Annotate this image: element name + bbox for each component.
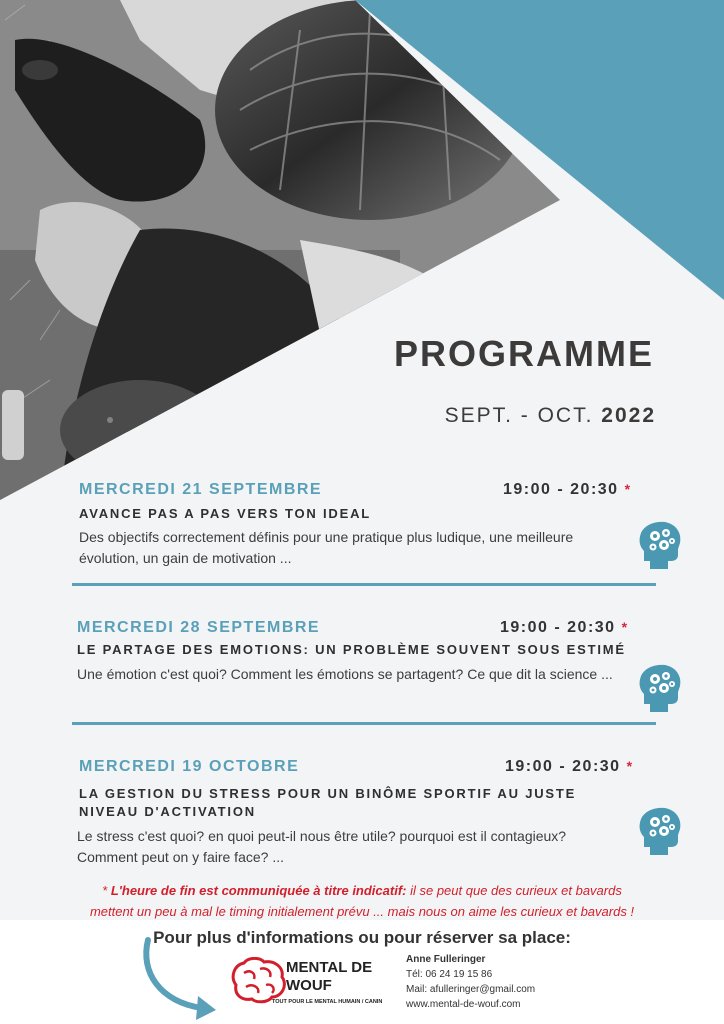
period-months: SEPT. - OCT. (444, 404, 594, 427)
event-description-line: Une émotion c'est quoi? Comment les émotions se partagent? Ce que dit la science ... (77, 666, 613, 682)
event-topic-line: NIVEAU D'ACTIVATION (79, 804, 256, 819)
event-date: MERCREDI 19 OCTOBRE (79, 758, 300, 775)
event-description-line: Comment peut on y faire face? ... (77, 849, 284, 865)
footnote-star: * (624, 481, 632, 497)
brain-gears-icon (638, 807, 682, 855)
event-description-line: évolution, un gain de motivation ... (79, 550, 292, 566)
period-subtitle (445, 404, 656, 428)
footnote-bold: L'heure de fin est communiquée à titre indicatif: (110, 883, 407, 898)
brain-gears-icon (638, 521, 682, 569)
logo-text: MENTAL DE (286, 959, 373, 976)
event-date: MERCREDI 21 SEPTEMBRE (79, 481, 323, 498)
event-description (77, 826, 566, 868)
event-time-value: 19:00 - 20:30 (503, 481, 619, 498)
logo-tagline: TOUT POUR LE MENTAL HUMAIN / CANIN (272, 999, 383, 1005)
cta-heading: Pour plus d'informations ou pour réserver sa place: (153, 928, 571, 947)
curved-arrow-icon (140, 932, 220, 1022)
section-divider (72, 722, 656, 725)
contact-phone: Tél: 06 24 19 15 86 (406, 969, 493, 980)
contact-email: Mail: afulleringer@gmail.com (406, 984, 536, 995)
footnote-line-2: mettent un peu à mal le timing initialement prévu ... mais nous on aime les curieux et bavards ! (89, 904, 635, 919)
event-topic (79, 785, 576, 821)
event-time-value: 19:00 - 20:30 (500, 619, 616, 636)
event-time (500, 619, 629, 637)
footnote-text: il se peut que des curieux et bavards (406, 883, 622, 898)
page-title: PROGRAMME (394, 333, 654, 374)
event-description-line: Le stress c'est quoi? en quoi peut-il nous être utile? pourquoi est il contagieux? (77, 828, 567, 844)
event-description-line: Des objectifs correctement définis pour une pratique plus ludique, une meilleure (79, 529, 574, 545)
footnote-line-1 (0, 880, 724, 901)
brand-logo (230, 953, 390, 1017)
contact-website: www.mental-de-wouf.com (406, 999, 521, 1010)
event-description (77, 664, 613, 685)
footer (0, 920, 724, 1024)
footnote-star: * (621, 619, 629, 635)
event-topic: LE PARTAGE DES EMOTIONS: UN PROBLÈME SOUVENT SOUS ESTIMÉ (77, 642, 626, 657)
section-divider (72, 583, 656, 586)
event-time (503, 481, 632, 499)
event-date: MERCREDI 28 SEPTEMBRE (77, 619, 321, 636)
event-time-value: 19:00 - 20:30 (505, 758, 621, 775)
logo-text: WOUF (286, 977, 332, 994)
event-time (505, 758, 634, 776)
contact-info (406, 952, 535, 1012)
event-topic: AVANCE PAS A PAS VERS TON IDEAL (79, 506, 371, 521)
footnote-star: * (626, 758, 634, 774)
brain-gears-icon (638, 664, 682, 712)
contact-name: Anne Fulleringer (406, 954, 486, 965)
footnote (0, 880, 724, 922)
footnote-star: * (102, 883, 108, 898)
period-year: 2022 (601, 404, 656, 427)
event-topic-line: LA GESTION DU STRESS POUR UN BINÔME SPORTIF AU JUSTE (79, 786, 577, 801)
event-description (79, 527, 573, 569)
